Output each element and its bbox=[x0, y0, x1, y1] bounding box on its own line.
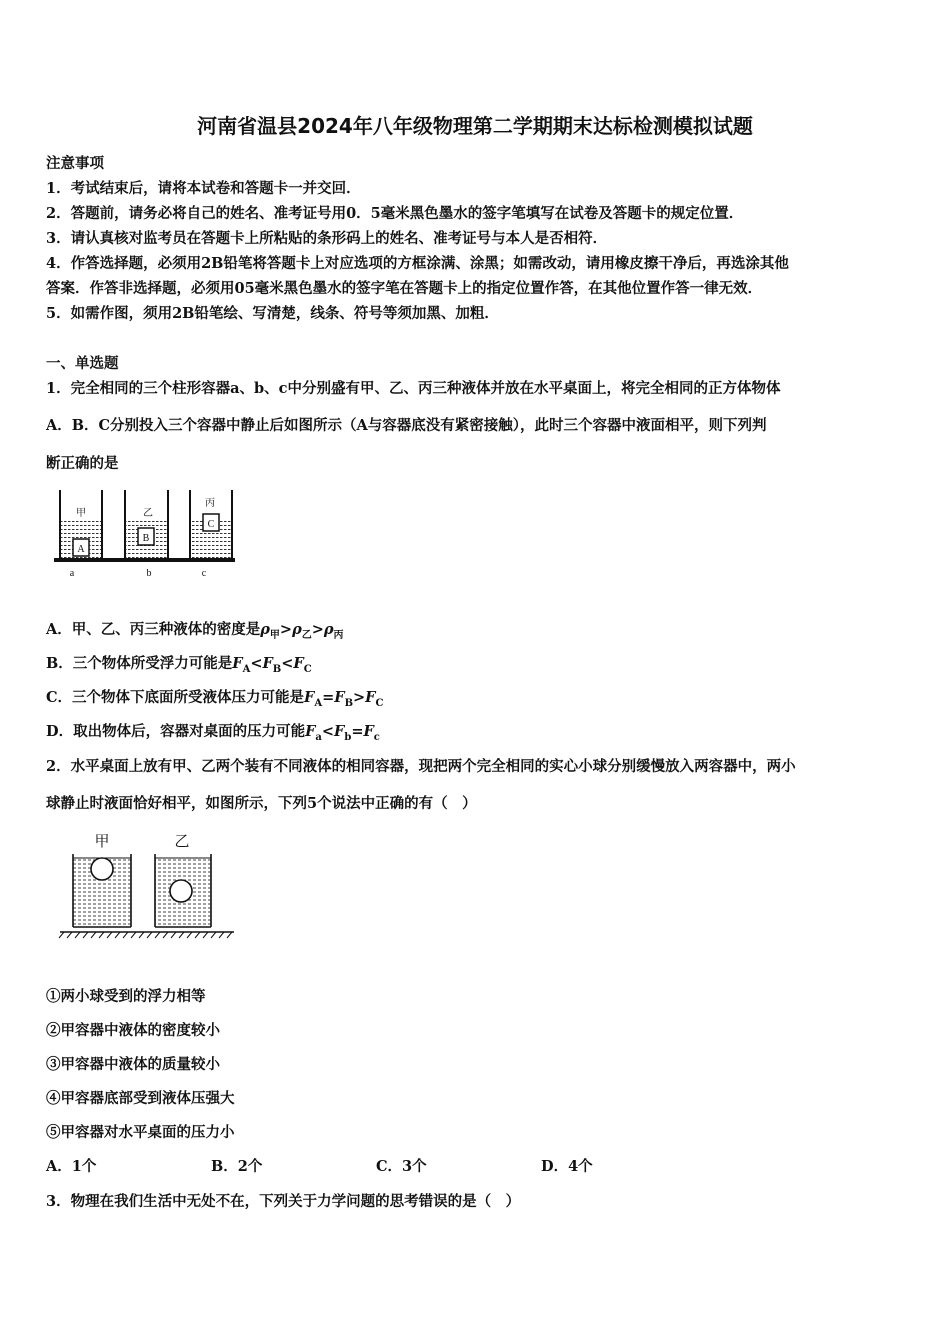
block-label: B bbox=[142, 533, 150, 544]
q2-choice-b: B．2个 bbox=[211, 1158, 263, 1175]
notice-item: 3．请认真核对监考员在答题卡上所粘贴的条形码上的姓名、准考证号与本人是否相符． bbox=[46, 230, 608, 247]
notice-item: 5．如需作图，须用2B铅笔绘、写清楚，线条、符号等须加黑、加粗． bbox=[46, 305, 499, 322]
notice-item: 1．考试结束后，请将本试卷和答题卡一并交回． bbox=[46, 180, 361, 197]
q1-option-a: A．甲、乙、丙三种液体的密度是$\rho_甲>\rho_乙>\rho_丙$ bbox=[46, 621, 344, 641]
q2-statement: ③甲容器中液体的质量较小 bbox=[46, 1056, 220, 1073]
q2-stem-line: 2．水平桌面上放有甲、乙两个装有不同液体的相同容器，现把两个完全相同的实心小球分别缓慢放入两容器中，两小 bbox=[46, 758, 796, 775]
q1-option-d: D．取出物体后，容器对桌面的压力可能$F_a<F_b=F_c$ bbox=[46, 723, 380, 743]
section-heading: 一、单选题 bbox=[46, 355, 119, 372]
q1-option-b: B．三个物体所受浮力可能是$F_A<F_B<F_C$ bbox=[46, 655, 312, 675]
q2-statement: ④甲容器底部受到液体压强大 bbox=[46, 1090, 235, 1107]
container-label: 甲 bbox=[76, 508, 86, 519]
container-label: 甲 bbox=[94, 832, 110, 850]
q2-statement: ⑤甲容器对水平桌面的压力小 bbox=[46, 1124, 235, 1141]
notice-heading: 注意事项 bbox=[46, 155, 104, 172]
q1-stem-line: 1．完全相同的三个柱形容器a、b、c中分别盛有甲、乙、丙三种液体并放在水平桌面上，将完全相同的正方体物体 bbox=[46, 380, 781, 397]
q1-figure bbox=[52, 484, 237, 582]
q2-stem-line: 球静止时液面恰好相平，如图所示，下列5个说法中正确的有（ ） bbox=[46, 795, 477, 812]
container-base-label: c bbox=[201, 568, 207, 579]
container-base-label: b bbox=[146, 568, 152, 579]
q2-statement: ②甲容器中液体的密度较小 bbox=[46, 1022, 220, 1039]
ball-yi bbox=[170, 880, 192, 902]
block-label: C bbox=[207, 519, 215, 530]
notice-item: 4．作答选择题，必须用2B铅笔将答题卡上对应选项的方框涂满、涂黑；如需改动，请用橡皮擦干净后，再选涂其他 bbox=[46, 255, 789, 272]
q3-stem-line: 3．物理在我们生活中无处不在，下列关于力学问题的思考错误的是（ ） bbox=[46, 1193, 521, 1210]
container-base-label: a bbox=[69, 568, 75, 579]
q2-choice-d: D．4个 bbox=[541, 1158, 593, 1175]
page-title: 河南省温县2024年八年级物理第二学期期末达标检测模拟试题 bbox=[197, 114, 753, 138]
block-label: A bbox=[77, 544, 85, 555]
q1-stem-line: 断正确的是 bbox=[46, 455, 119, 472]
q2-figure bbox=[58, 826, 238, 940]
container-label: 丙 bbox=[205, 498, 215, 509]
container-label: 乙 bbox=[143, 508, 153, 519]
q2-statement: ①两小球受到的浮力相等 bbox=[46, 988, 206, 1005]
q1-stem-line: A．B．C分别投入三个容器中静止后如图所示（A与容器底没有紧密接触），此时三个容器中液面相平，则下列判 bbox=[46, 417, 767, 434]
notice-item: 答案．作答非选择题，必须用05毫米黑色墨水的签字笔在答题卡上的指定位置作答，在其他位置作答一律无效． bbox=[46, 280, 763, 297]
q2-choice-c: C．3个 bbox=[376, 1158, 427, 1175]
container-label: 乙 bbox=[174, 832, 190, 850]
notice-item: 2．答题前，请务必将自己的姓名、准考证号用0．5毫米黑色墨水的签字笔填写在试卷及答题卡的规定位置． bbox=[46, 205, 744, 222]
table-surface bbox=[54, 558, 235, 562]
q2-choice-a: A．1个 bbox=[46, 1158, 97, 1175]
ball-jia bbox=[91, 858, 113, 880]
q1-option-c: C．三个物体下底面所受液体压力可能是$F_A=F_B>F_C$ bbox=[46, 689, 384, 709]
